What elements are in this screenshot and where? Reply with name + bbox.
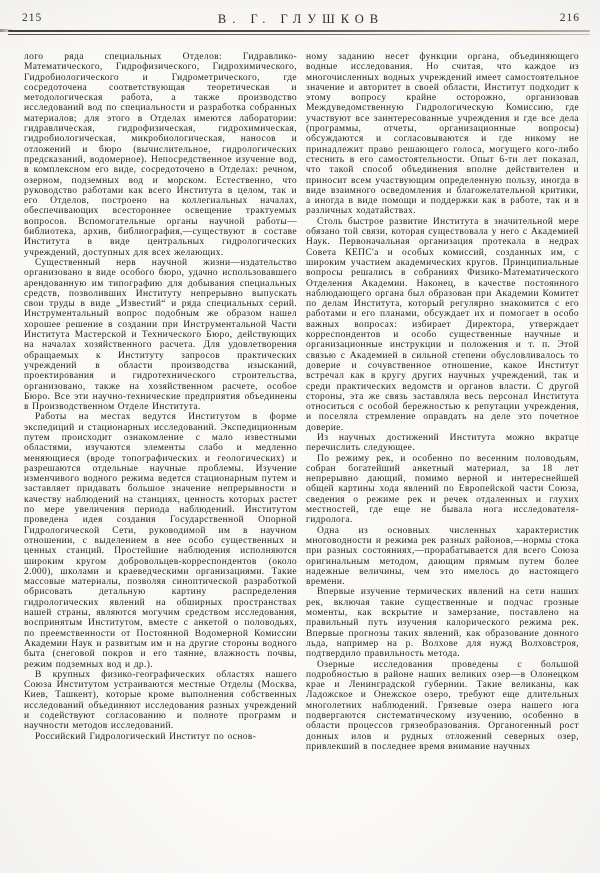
paragraph: Работы на местах ведутся Институтом в форме экспедиций и стационарных исследований. Экспедиционным путем происходит ознакомление с мало известными областями, изучаются элементы слабо и медленно меняющиеся (вроде топографических и геологических) и разрешаются отдельные научные проблемы. Изучение изменчивого водного режима ведется стационарным путем и заставляет придавать большое значение непрерывности и качеству наблюдений на станциях, ценность которых растет по мере увеличения периода наблюдений. Институтом проведена идея создания Государственной Опорной Гидрологической Сети, руководимой им в научном отношении, с выделением в нее особо существенных и ценных станций. Простейшие наблюдения исполняются широким кругом добровольцев-корреспондентов (около 2.000), школами и краеведческими организациями. Такие массовые материалы, позволяя синоптической разработкой обрисовать детальную картину распределения гидрологических явлений на обширных пространствах нашей страны, являются могучим средством исследования, воспринятым Институтом, вместе с анкетой о половодьях, по преемственности от Постоянной Водомерной Комиссии Академии Наук и развитым им и на другие стороны водного быта (снеговой покров и его таяние, влажность почвы, режим подземных вод и др.).	[24, 412, 297, 670]
paragraph: Из научных достижений Института можно вкратце перечислить следующее.	[306, 432, 579, 454]
text-body	[24, 52, 578, 752]
paragraph: Озерные исследования проведены с большой подробностью в районе наших великих озер—в Олонецком крае и Ленинградской губернии. Такие великаны, как Ладожское и Онежское озеро, требуют еще длительных многолетних наблюдений. Грязевые озера нашего юга подвергаются систематическому изучению, особенно в области процессов грязеобразования. Органогенный рост донных илов и рудных отложений северных озер, привлекший в последнее время внимание научных	[306, 659, 579, 752]
header-rule-top	[8, 30, 590, 32]
paragraph: Одна из основных численных характеристик многоводности и режима рек разных районов,—нормы стока при разных состояниях,—прорабатывается для всего Союза оригинальным методом, дающим прямым путем более надежные величины, чем это имелось до настоящего времени.	[306, 525, 579, 588]
header-rule-bottom	[8, 34, 590, 35]
text-column-left	[24, 52, 297, 752]
header-rule	[8, 30, 590, 35]
paragraph: Существенный нерв научной жизни—издательство организовано в виде особого бюро, удачно использовавшего арендованную им типографию для добывания специальных средств, позволивших Институту непрерывно выпускать свои труды в виде „Известий“ и ряда специальных серий. Инструментальный вопрос подобным же образом нашел хорошее решение в создании при Инструментальной Части Института Мастерской и Технического Бюро, действующих на началах хозяйственного расчета. Для удовлетворения обращаемых к Институту запросов практических учреждений в области производства изысканий, проектирования и гидротехнического строительства, организовано, также на хозяйственном расчете, особое Бюро. Все эти научно-технические предприятия объединены в Производственном Отделе Института.	[24, 257, 297, 413]
page-number-left: 215	[22, 12, 43, 24]
paragraph: Российский Гидрологический Институт по основ-	[35, 731, 257, 742]
paragraph: По режиму рек, и особенно по весенним половодьям, собран богатейший анкетный материал, за 18 лет непрерывно дающий, помимо верной и интереснейшей общей картины хода явлений по Европейской части Союза, сведения о режиме рек и речек отдаленных и глухих местностей, где еще не бывала нога исследователя-гидролога.	[306, 453, 579, 526]
paragraph: ному заданию несет функции органа, объединяющего водные исследования. Но считая, что каждое из многочисленных водных учреждений имеет самостоятельное значение и авторитет в своей области, Институт подходит к этому вопросу крайне осторожно, организовав Междуведомственную Гидрологическую Комиссию, где участвуют все заинтересованные учреждения и где все дела (программы, отчеты, организационные вопросы) обсуждаются и согласовываются и где никому не принадлежит право решающего голоса, могущего кого-либо стеснить в его самостоятельности. Опыт 6-ти лет показал, что такой способ объединения вполне действителен и приносит всем участвующим определенную пользу, иногда в виде взаимного осведомления и благожелательной критики, а иногда в виде помощи и поддержки как в работе, так и в различных ходатайствах.	[306, 52, 579, 217]
scan-artifact-line	[587, 88, 588, 468]
page-number-right: 216	[559, 12, 580, 24]
paragraph: Впервые изучение термических явлений на сети наших рек, включая такие существенные и подчас грозные моменты, как вскрытие и замерзание, поставлено на правильный путь изучения калорического режима рек. Впервые прогнозы таких явлений, как образование донного льда, например на р. Волхове для нужд Волховстроя, подтвердило правильность метода.	[306, 587, 579, 660]
scan-edge-mark	[0, 29, 14, 32]
paragraph: лого ряда специальных Отделов: Гидравлико-Математического, Гидрофизического, Гидрохимического, Гидробиологического и Гидрометрического, где сосредоточена соответствующая теоретическая и методологическая работа, а также производство исследований вод по специальности и разработка собранных материалов; для этого в Отделах имеются лаборатории: гидравлическая, гидрофизическая, гидрохимическая, гидробиологическая, микробиологическая, наносов и отложений и бюро (вычислительное, гидрологических предсказаний, водомерное). Непосредственное изучение вод, в комплексном его виде, сосредоточено в Отделах: речном, озерном, подземных вод и морском. Естественно, что руководство работами как всего Института в целом, так и его Отделов, построено на коллегиальных началах, обеспечивающих всестороннее освещение трактуемых вопросов. Вспомогательные органы научной работы—библиотека, архив, библиография,—существуют в составе Института в виде центральных гидрологических учреждений, доступных для всех желающих.	[24, 52, 297, 258]
page-header	[22, 12, 580, 24]
paragraph: Столь быстрое развитие Института в значительной мере обязано той связи, которая существовала у него с Академией Наук. Первоначальная организация протекала в недрах Совета КЕПС'а и особых комиссий, созданных им, с широким участием академических кругов. Принципиальные вопросы решались в собраниях Физико-Математического Отделения Академии. Наконец, в качестве постоянного наблюдающего органа был образован при Академии Комитет по делам Института, который регулярно знакомится с его работами и его планами, обсуждает их и помогает в особо важных вопросах: избирает Директора, утверждает корреспондентов и особо существенные научные и организационные инструкции и положения и т. п. Этой связью с Академией в сильной степени обусловливалось то доверие и сочувственное отношение, какое Институт встречал как в кругу других научных учреждений, так и среди практических ведомств и органов власти. С другой стороны, эта же связь заставляла весь персонал Института относиться с особой бережностью к репутации учреждения, и поселяла стремление оправдать на деле это почетное доверие.	[306, 216, 579, 433]
running-title: В. Г. ГЛУШКОВ	[217, 12, 385, 26]
text-column-right	[306, 52, 579, 752]
paragraph: В крупных физико-географических областях нашего Союза Институтом устраиваются местные Отделы (Москва, Киев, Ташкент), которые кроме выполнения собственных исследований объединяют исследования разных учреждений и содействуют согласованию и полноте программ и научности методов исследований.	[24, 669, 297, 732]
